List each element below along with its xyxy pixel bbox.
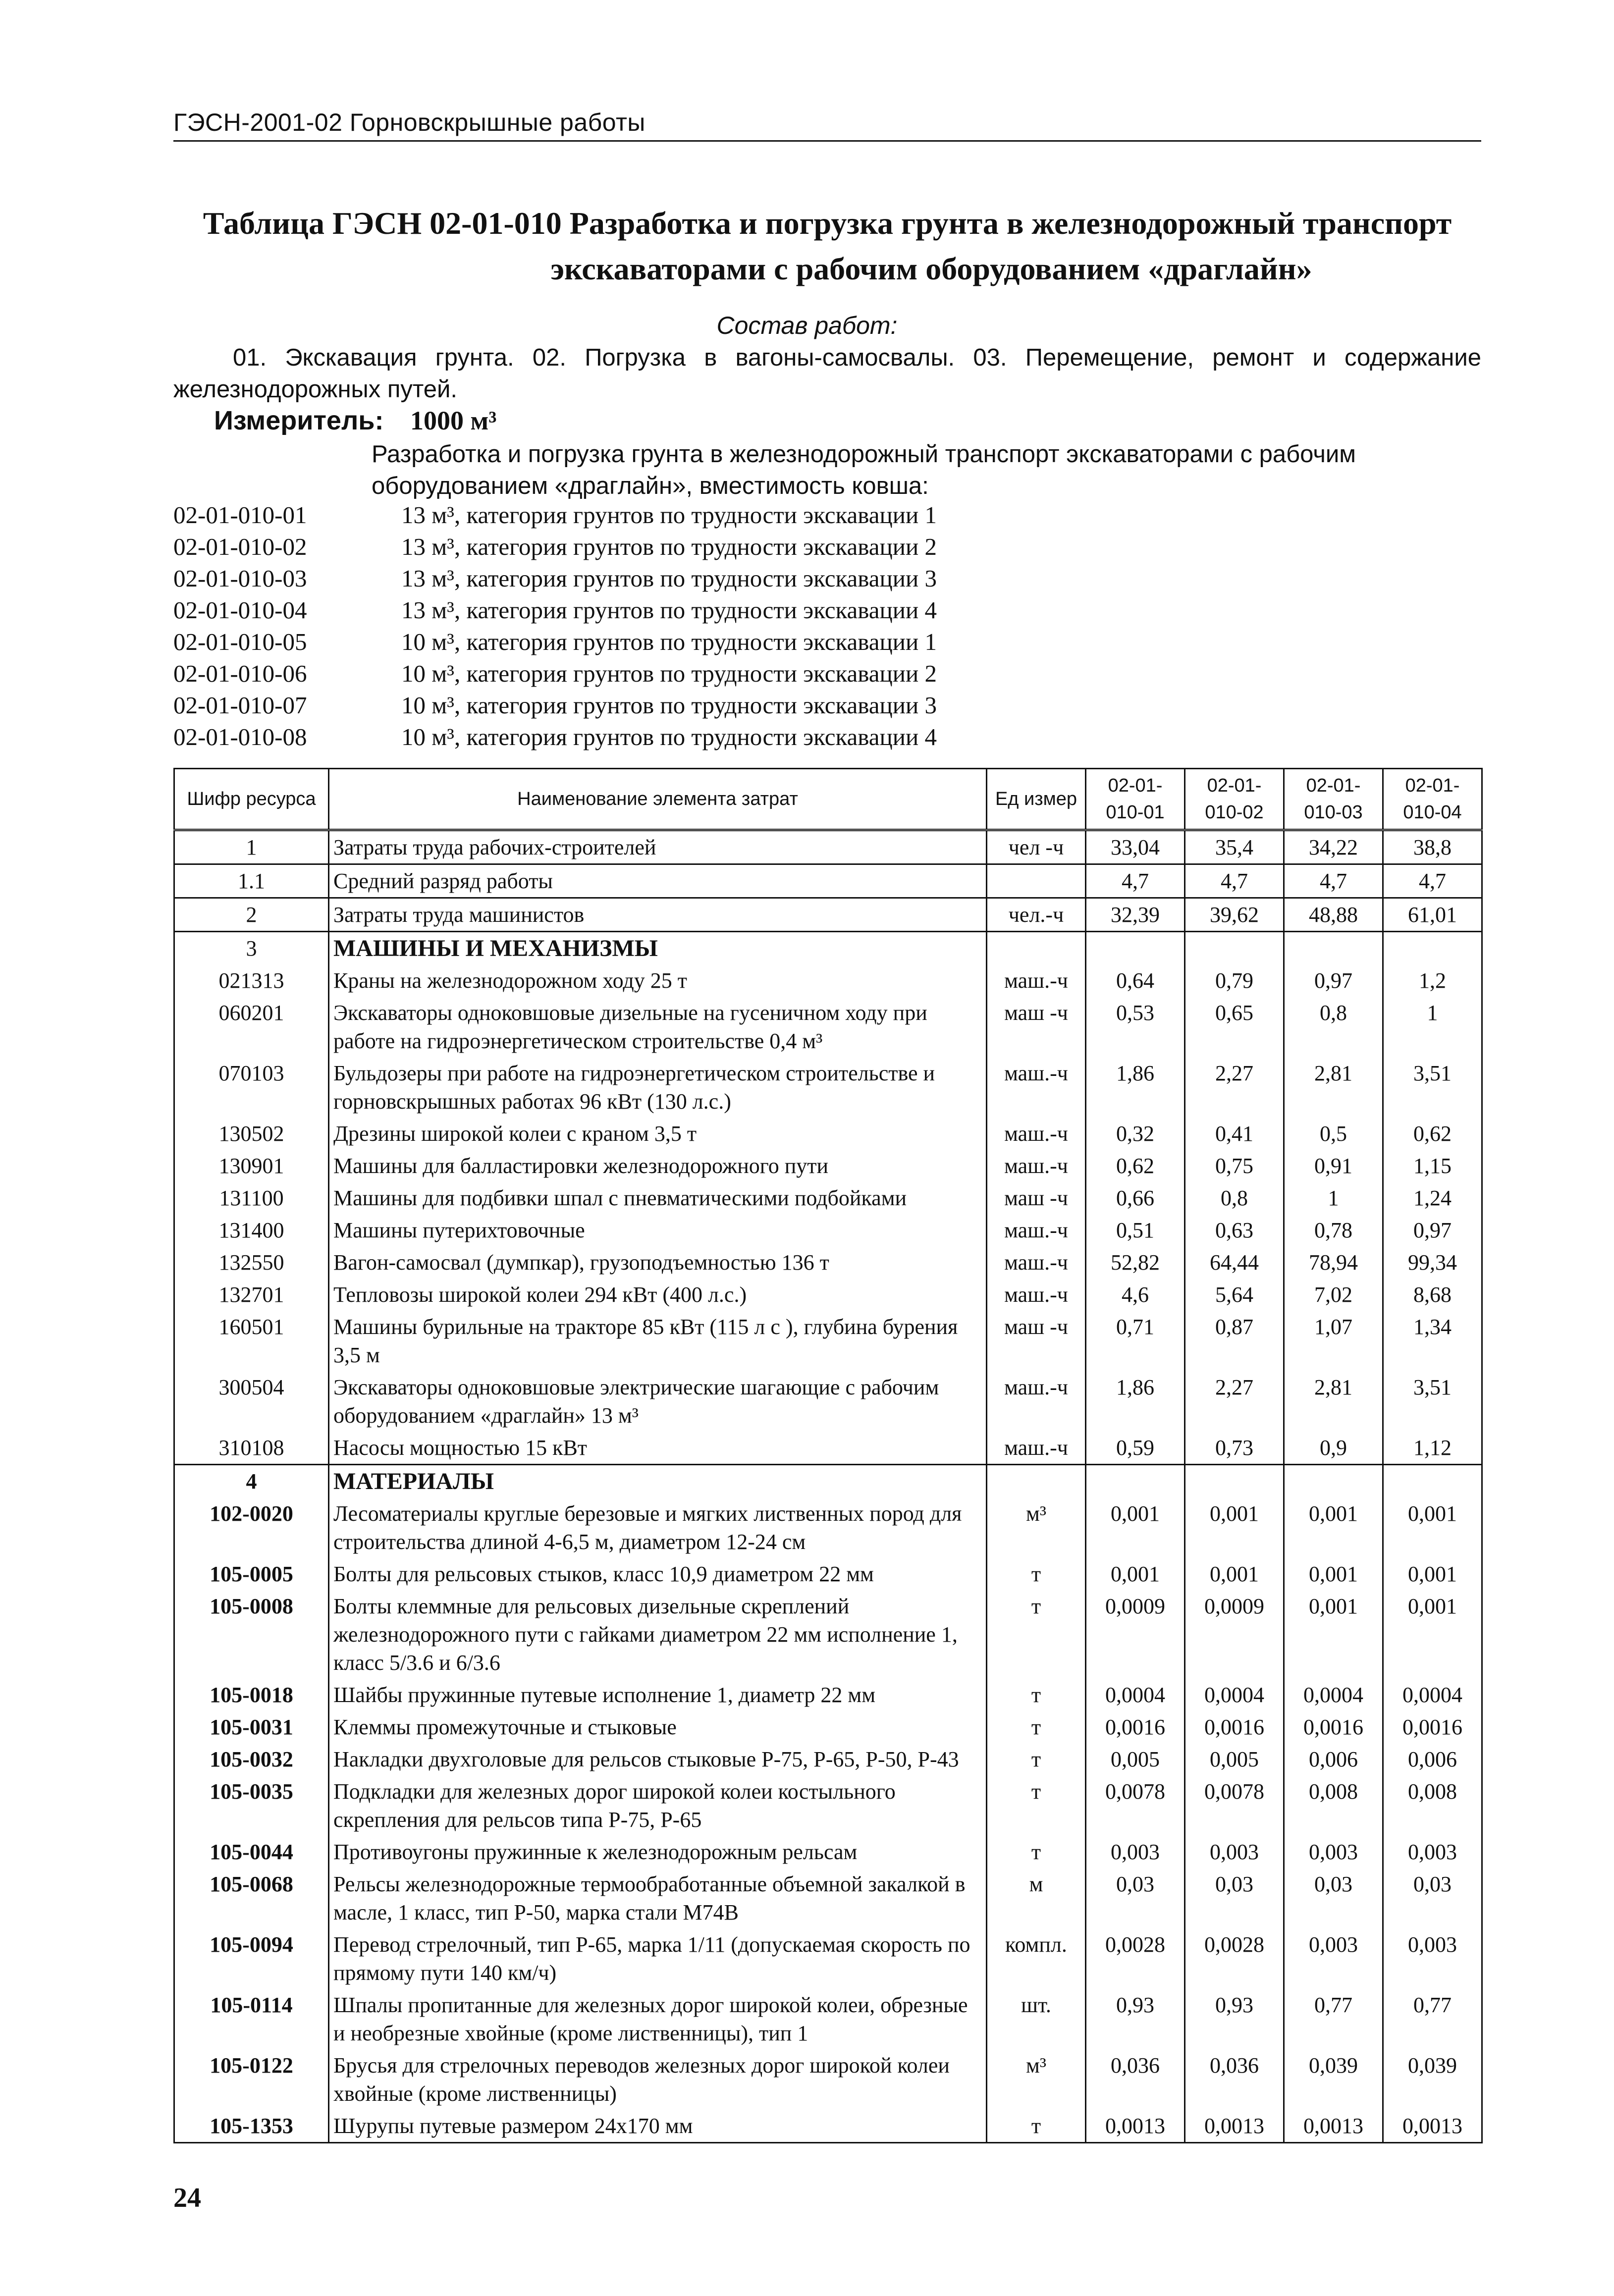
value-col-1: 0,001 — [1086, 1558, 1185, 1590]
value-col-2: 0,001 — [1185, 1558, 1284, 1590]
resource-unit: маш -ч — [987, 1311, 1086, 1371]
value-col-4: 0,0004 — [1383, 1679, 1482, 1711]
resource-unit: шт. — [987, 1989, 1086, 2049]
value-col-3: 0,0016 — [1284, 1711, 1383, 1743]
value-col-3: 0,78 — [1284, 1214, 1383, 1246]
section-row — [174, 1465, 1482, 1498]
header-code: Шифр ресурса — [174, 769, 329, 830]
page-number: 24 — [173, 2183, 201, 2213]
works-text: 01. Экскавация грунта. 02. Погрузка в вагоны-самосвалы. 03. Перемещение, ремонт и содержание железнодорожных путей. — [173, 344, 1481, 403]
value-col-1: 0,03 — [1086, 1868, 1185, 1928]
value-col-1: 0,001 — [1086, 1497, 1185, 1558]
resource-unit: маш.-ч — [987, 1057, 1086, 1118]
table-row — [174, 1150, 1482, 1182]
works-caption: Состав работ: — [716, 312, 898, 339]
value-col-4 — [1383, 932, 1482, 965]
value-col-3 — [1284, 1465, 1383, 1498]
table-row — [174, 2110, 1482, 2143]
value-col-4: 0,001 — [1383, 1497, 1482, 1558]
value-col-2: 0,79 — [1185, 964, 1284, 997]
resource-code: 105-0122 — [174, 2049, 329, 2110]
value-col-4: 0,77 — [1383, 1989, 1482, 2049]
value-col-3: 0,91 — [1284, 1150, 1383, 1182]
table-body — [174, 830, 1482, 2143]
table-row — [174, 830, 1482, 864]
variant-item — [173, 594, 1481, 626]
table-row — [174, 1711, 1482, 1743]
value-col-1: 1,86 — [1086, 1371, 1185, 1432]
variant-code: 02-01-010-08 — [173, 723, 307, 750]
variant-item — [173, 690, 1481, 721]
resource-name: МАШИНЫ И МЕХАНИЗМЫ — [329, 932, 987, 965]
header-name: Наименование элемента затрат — [329, 769, 987, 830]
value-col-4: 3,51 — [1383, 1057, 1482, 1118]
table-row — [174, 2049, 1482, 2110]
resource-code: 105-1353 — [174, 2110, 329, 2143]
resource-code: 070103 — [174, 1057, 329, 1118]
value-col-3: 1 — [1284, 1182, 1383, 1214]
value-col-2: 0,73 — [1185, 1432, 1284, 1465]
resource-code: 132550 — [174, 1246, 329, 1279]
title-line-2: экскаваторами с рабочим оборудованием «драглайн» — [550, 251, 1312, 286]
variant-code: 02-01-010-03 — [173, 565, 307, 592]
variant-code: 02-01-010-07 — [173, 692, 307, 719]
variant-text: 10 м³, категория грунтов по трудности экскавации 3 — [401, 692, 937, 719]
resource-name: Машины для подбивки шпал с пневматическими подбойками — [329, 1182, 987, 1214]
resource-name: Накладки двухголовые для рельсов стыковые Р-75, Р-65, Р-50, Р-43 — [329, 1743, 987, 1775]
variant-code: 02-01-010-05 — [173, 628, 307, 655]
resource-unit: маш.-ч — [987, 1432, 1086, 1465]
value-col-4: 0,001 — [1383, 1590, 1482, 1679]
value-col-1: 0,62 — [1086, 1150, 1185, 1182]
table-row — [174, 1558, 1482, 1590]
value-col-1: 52,82 — [1086, 1246, 1185, 1279]
value-col-4: 0,008 — [1383, 1775, 1482, 1836]
table-row — [174, 1214, 1482, 1246]
resource-name: Тепловозы широкой колеи 294 кВт (400 л.с.) — [329, 1279, 987, 1311]
resource-name: Затраты труда машинистов — [329, 898, 987, 932]
variant-list — [173, 499, 1481, 753]
table-row — [174, 964, 1482, 997]
variant-code: 02-01-010-01 — [173, 501, 307, 529]
resource-unit: маш.-ч — [987, 1246, 1086, 1279]
resource-code: 105-0068 — [174, 1868, 329, 1928]
title-line-1: Таблица ГЭСН 02-01-010 Разработка и погрузка грунта в железнодорожный транспорт — [203, 206, 1452, 241]
value-col-1 — [1086, 1465, 1185, 1498]
resource-unit: м — [987, 1868, 1086, 1928]
resource-unit: маш.-ч — [987, 1371, 1086, 1432]
value-col-2: 0,0009 — [1185, 1590, 1284, 1679]
value-col-4: 1,2 — [1383, 964, 1482, 997]
value-col-1: 32,39 — [1086, 898, 1185, 932]
table-row — [174, 1590, 1482, 1679]
resource-code: 310108 — [174, 1432, 329, 1465]
value-col-1: 0,036 — [1086, 2049, 1185, 2110]
value-col-4: 0,039 — [1383, 2049, 1482, 2110]
value-col-1: 0,64 — [1086, 964, 1185, 997]
value-col-2: 0,75 — [1185, 1150, 1284, 1182]
work-description: Разработка и погрузка грунта в железнодорожный транспорт экскаваторами с рабочим оборудованием «драглайн», вместимость ковша: — [372, 441, 1356, 499]
variant-item — [173, 626, 1481, 658]
table-row — [174, 1432, 1482, 1465]
resource-unit: маш.-ч — [987, 1118, 1086, 1150]
resource-unit: т — [987, 1836, 1086, 1868]
resource-name: Шурупы путевые размером 24х170 мм — [329, 2110, 987, 2143]
resource-name: Затраты труда рабочих-строителей — [329, 830, 987, 864]
table-row — [174, 1182, 1482, 1214]
meter-value: 1000 м³ — [410, 406, 497, 435]
value-col-3 — [1284, 932, 1383, 965]
resource-unit: чел.-ч — [987, 898, 1086, 932]
header-col-2: 02-01-010-02 — [1185, 769, 1284, 830]
table-row — [174, 1057, 1482, 1118]
resource-name: Шпалы пропитанные для железных дорог широкой колеи, обрезные и необрезные хвойные (кроме лиственницы), тип 1 — [329, 1989, 987, 2049]
value-col-1: 0,003 — [1086, 1836, 1185, 1868]
value-col-3: 0,8 — [1284, 997, 1383, 1057]
value-col-2: 0,036 — [1185, 2049, 1284, 2110]
value-col-1: 0,53 — [1086, 997, 1185, 1057]
value-col-2: 0,003 — [1185, 1836, 1284, 1868]
value-col-1: 0,0004 — [1086, 1679, 1185, 1711]
table-header-row — [174, 769, 1482, 830]
resource-unit: компл. — [987, 1928, 1086, 1989]
value-col-4: 0,97 — [1383, 1214, 1482, 1246]
variant-item — [173, 658, 1481, 690]
resource-unit: м³ — [987, 2049, 1086, 2110]
resource-name: Лесоматериалы круглые березовые и мягких лиственных пород для строительства длиной 4-6,5 м, диаметром 12-24 см — [329, 1497, 987, 1558]
value-col-4: 3,51 — [1383, 1371, 1482, 1432]
value-col-3: 0,0004 — [1284, 1679, 1383, 1711]
resource-code: 1.1 — [174, 864, 329, 898]
value-col-1: 0,0016 — [1086, 1711, 1185, 1743]
value-col-3: 0,5 — [1284, 1118, 1383, 1150]
resource-name: Вагон-самосвал (думпкар), грузоподъемностью 136 т — [329, 1246, 987, 1279]
table-title — [173, 201, 1481, 292]
table-row — [174, 1743, 1482, 1775]
variant-item — [173, 563, 1481, 594]
resource-code: 130502 — [174, 1118, 329, 1150]
value-col-2: 0,0078 — [1185, 1775, 1284, 1836]
value-col-3: 0,006 — [1284, 1743, 1383, 1775]
value-col-2: 0,0028 — [1185, 1928, 1284, 1989]
value-col-4 — [1383, 1465, 1482, 1498]
resource-name: Краны на железнодорожном ходу 25 т — [329, 964, 987, 997]
resource-code: 060201 — [174, 997, 329, 1057]
value-col-3: 0,0013 — [1284, 2110, 1383, 2143]
table-row — [174, 1279, 1482, 1311]
variant-code: 02-01-010-04 — [173, 596, 307, 624]
value-col-4: 1,15 — [1383, 1150, 1482, 1182]
value-col-1: 0,0009 — [1086, 1590, 1185, 1679]
value-col-2: 0,41 — [1185, 1118, 1284, 1150]
resource-name: Бульдозеры при работе на гидроэнергетическом строительстве и горновскрышных работах 96 кВт (130 л.с.) — [329, 1057, 987, 1118]
table-row — [174, 1836, 1482, 1868]
value-col-3: 0,003 — [1284, 1836, 1383, 1868]
value-col-4: 1,12 — [1383, 1432, 1482, 1465]
value-col-1: 0,59 — [1086, 1432, 1185, 1465]
resource-code: 2 — [174, 898, 329, 932]
resource-unit: м³ — [987, 1497, 1086, 1558]
value-col-4: 0,001 — [1383, 1558, 1482, 1590]
resource-code: 105-0044 — [174, 1836, 329, 1868]
variant-text: 13 м³, категория грунтов по трудности экскавации 4 — [401, 596, 937, 624]
value-col-2: 0,001 — [1185, 1497, 1284, 1558]
value-col-2: 2,27 — [1185, 1057, 1284, 1118]
value-col-1 — [1086, 932, 1185, 965]
variant-code: 02-01-010-06 — [173, 660, 307, 687]
resource-name: Машины для балластировки железнодорожного пути — [329, 1150, 987, 1182]
value-col-3: 2,81 — [1284, 1057, 1383, 1118]
value-col-3: 1,07 — [1284, 1311, 1383, 1371]
resource-code: 105-0018 — [174, 1679, 329, 1711]
variant-text: 13 м³, категория грунтов по трудности экскавации 3 — [401, 565, 937, 592]
table-row — [174, 1928, 1482, 1989]
resource-unit: маш.-ч — [987, 1214, 1086, 1246]
value-col-2: 64,44 — [1185, 1246, 1284, 1279]
table-row — [174, 997, 1482, 1057]
value-col-3: 34,22 — [1284, 830, 1383, 864]
header-rule — [173, 140, 1481, 142]
resource-unit: маш.-ч — [987, 1150, 1086, 1182]
value-col-1: 0,005 — [1086, 1743, 1185, 1775]
value-col-2: 0,03 — [1185, 1868, 1284, 1928]
value-col-4: 0,0016 — [1383, 1711, 1482, 1743]
variant-text: 10 м³, категория грунтов по трудности экскавации 2 — [401, 660, 937, 687]
resource-name: Подкладки для железных дорог широкой колеи костыльного скрепления для рельсов типа Р-75, Р-65 — [329, 1775, 987, 1836]
resource-name: Экскаваторы одноковшовые электрические шагающие с рабочим оборудованием «драглайн» 13 м³ — [329, 1371, 987, 1432]
resource-unit — [987, 864, 1086, 898]
value-col-4: 1 — [1383, 997, 1482, 1057]
value-col-3: 0,039 — [1284, 2049, 1383, 2110]
variant-text: 13 м³, категория грунтов по трудности экскавации 1 — [401, 501, 937, 529]
resource-code: 105-0094 — [174, 1928, 329, 1989]
resource-name: Брусья для стрелочных переводов железных дорог широкой колеи хвойные (кроме лиственницы) — [329, 2049, 987, 2110]
value-col-3: 0,001 — [1284, 1558, 1383, 1590]
resource-code: 105-0114 — [174, 1989, 329, 2049]
value-col-2 — [1185, 932, 1284, 965]
value-col-1: 0,0028 — [1086, 1928, 1185, 1989]
resource-unit — [987, 932, 1086, 965]
resource-name: Насосы мощностью 15 кВт — [329, 1432, 987, 1465]
table-row — [174, 1246, 1482, 1279]
value-col-3: 78,94 — [1284, 1246, 1383, 1279]
value-col-4: 1,34 — [1383, 1311, 1482, 1371]
resource-name: Дрезины широкой колеи с краном 3,5 т — [329, 1118, 987, 1150]
table-row — [174, 1371, 1482, 1432]
resource-name: Клеммы промежуточные и стыковые — [329, 1711, 987, 1743]
resource-code: 300504 — [174, 1371, 329, 1432]
value-col-2: 5,64 — [1185, 1279, 1284, 1311]
resource-code: 105-0035 — [174, 1775, 329, 1836]
variant-text: 10 м³, категория грунтов по трудности экскавации 1 — [401, 628, 937, 655]
table-row — [174, 1118, 1482, 1150]
variant-item — [173, 499, 1481, 531]
resource-code: 105-0032 — [174, 1743, 329, 1775]
value-col-2: 4,7 — [1185, 864, 1284, 898]
resource-code: 132701 — [174, 1279, 329, 1311]
resource-code: 105-0008 — [174, 1590, 329, 1679]
value-col-3: 2,81 — [1284, 1371, 1383, 1432]
value-col-1: 0,66 — [1086, 1182, 1185, 1214]
value-col-3: 4,7 — [1284, 864, 1383, 898]
table-row — [174, 1868, 1482, 1928]
value-col-2: 0,65 — [1185, 997, 1284, 1057]
meter — [214, 405, 496, 436]
value-col-2: 0,005 — [1185, 1743, 1284, 1775]
resource-code: 3 — [174, 932, 329, 965]
table-row — [174, 1679, 1482, 1711]
value-col-4: 1,24 — [1383, 1182, 1482, 1214]
resource-unit: маш -ч — [987, 1182, 1086, 1214]
resource-name: Противоугоны пружинные к железнодорожным рельсам — [329, 1836, 987, 1868]
value-col-2 — [1185, 1465, 1284, 1498]
meter-label: Измеритель: — [214, 406, 384, 435]
resource-name: Экскаваторы одноковшовые дизельные на гусеничном ходу при работе на гидроэнергетическом строительстве 0,4 м³ — [329, 997, 987, 1057]
table-row — [174, 1989, 1482, 2049]
header-col-4: 02-01-010-04 — [1383, 769, 1482, 830]
value-col-2: 2,27 — [1185, 1371, 1284, 1432]
value-col-4: 4,7 — [1383, 864, 1482, 898]
value-col-1: 4,6 — [1086, 1279, 1185, 1311]
resource-code: 102-0020 — [174, 1497, 329, 1558]
resource-code: 021313 — [174, 964, 329, 997]
value-col-1: 1,86 — [1086, 1057, 1185, 1118]
running-head: ГЭСН-2001-02 Горновскрышные работы — [173, 108, 646, 136]
resource-name: Болты для рельсовых стыков, класс 10,9 диаметром 22 мм — [329, 1558, 987, 1590]
value-col-1: 0,51 — [1086, 1214, 1185, 1246]
value-col-4: 61,01 — [1383, 898, 1482, 932]
resource-unit: т — [987, 1679, 1086, 1711]
value-col-2: 0,0004 — [1185, 1679, 1284, 1711]
value-col-1: 0,0013 — [1086, 2110, 1185, 2143]
value-col-1: 0,93 — [1086, 1989, 1185, 2049]
resource-unit: т — [987, 1590, 1086, 1679]
value-col-1: 0,71 — [1086, 1311, 1185, 1371]
header-col-3: 02-01-010-03 — [1284, 769, 1383, 830]
value-col-2: 39,62 — [1185, 898, 1284, 932]
resource-name: Рельсы железнодорожные термообработанные объемной закалкой в масле, 1 класс, тип Р-50, марка стали М74В — [329, 1868, 987, 1928]
value-col-4: 8,68 — [1383, 1279, 1482, 1311]
resource-name: Перевод стрелочный, тип Р-65, марка 1/11 (допускаемая скорость по прямому пути 140 км/ч) — [329, 1928, 987, 1989]
table-row — [174, 1775, 1482, 1836]
value-col-2: 0,0013 — [1185, 2110, 1284, 2143]
resource-code: 1 — [174, 830, 329, 864]
header-unit: Ед измер — [987, 769, 1086, 830]
variant-text: 13 м³, категория грунтов по трудности экскавации 2 — [401, 533, 937, 560]
value-col-2: 35,4 — [1185, 830, 1284, 864]
value-col-4: 0,0013 — [1383, 2110, 1482, 2143]
value-col-2: 0,93 — [1185, 1989, 1284, 2049]
resource-code: 160501 — [174, 1311, 329, 1371]
resource-unit: т — [987, 1775, 1086, 1836]
value-col-3: 0,003 — [1284, 1928, 1383, 1989]
resource-unit: т — [987, 2110, 1086, 2143]
value-col-4: 0,03 — [1383, 1868, 1482, 1928]
variant-code: 02-01-010-02 — [173, 533, 307, 560]
value-col-4: 0,003 — [1383, 1836, 1482, 1868]
value-col-3: 0,03 — [1284, 1868, 1383, 1928]
resource-code: 131100 — [174, 1182, 329, 1214]
resource-code: 131400 — [174, 1214, 329, 1246]
value-col-4: 99,34 — [1383, 1246, 1482, 1279]
resource-name: Средний разряд работы — [329, 864, 987, 898]
resource-code: 105-0031 — [174, 1711, 329, 1743]
value-col-2: 0,0016 — [1185, 1711, 1284, 1743]
value-col-3: 0,77 — [1284, 1989, 1383, 2049]
value-col-3: 0,008 — [1284, 1775, 1383, 1836]
value-col-3: 0,001 — [1284, 1497, 1383, 1558]
section-row — [174, 932, 1482, 965]
value-col-4: 0,62 — [1383, 1118, 1482, 1150]
value-col-2: 0,87 — [1185, 1311, 1284, 1371]
table-row — [174, 898, 1482, 932]
resource-code: 130901 — [174, 1150, 329, 1182]
resource-unit: маш.-ч — [987, 1279, 1086, 1311]
resource-name: Машины путерихтовочные — [329, 1214, 987, 1246]
value-col-2: 0,8 — [1185, 1182, 1284, 1214]
value-col-3: 0,9 — [1284, 1432, 1383, 1465]
value-col-4: 38,8 — [1383, 830, 1482, 864]
resource-name: Шайбы пружинные путевые исполнение 1, диаметр 22 мм — [329, 1679, 987, 1711]
value-col-3: 48,88 — [1284, 898, 1383, 932]
value-col-3: 0,001 — [1284, 1590, 1383, 1679]
resource-name: Болты клеммные для рельсовых дизельные скреплений железнодорожного пути с гайками диаметром 22 мм исполнение 1, класс 5/3.6 и 6/3.6 — [329, 1590, 987, 1679]
resource-unit: т — [987, 1558, 1086, 1590]
value-col-1: 33,04 — [1086, 830, 1185, 864]
value-col-1: 0,32 — [1086, 1118, 1185, 1150]
resource-name: Машины бурильные на тракторе 85 кВт (115 л с ), глубина бурения 3,5 м — [329, 1311, 987, 1371]
resource-unit: т — [987, 1743, 1086, 1775]
variant-text: 10 м³, категория грунтов по трудности экскавации 4 — [401, 723, 937, 750]
resource-unit: чел -ч — [987, 830, 1086, 864]
value-col-1: 4,7 — [1086, 864, 1185, 898]
value-col-3: 0,97 — [1284, 964, 1383, 997]
table-row — [174, 1311, 1482, 1371]
variant-item — [173, 721, 1481, 753]
table-row — [174, 1497, 1482, 1558]
value-col-4: 0,003 — [1383, 1928, 1482, 1989]
value-col-2: 0,63 — [1185, 1214, 1284, 1246]
value-col-1: 0,0078 — [1086, 1775, 1185, 1836]
table-row — [174, 864, 1482, 898]
value-col-4: 0,006 — [1383, 1743, 1482, 1775]
header-col-1: 02-01-010-01 — [1086, 769, 1185, 830]
resource-unit: маш.-ч — [987, 964, 1086, 997]
variant-item — [173, 531, 1481, 563]
resource-unit — [987, 1465, 1086, 1498]
resource-table — [173, 768, 1483, 2143]
resource-code: 4 — [174, 1465, 329, 1498]
resource-unit: т — [987, 1711, 1086, 1743]
resource-unit: маш -ч — [987, 997, 1086, 1057]
value-col-3: 7,02 — [1284, 1279, 1383, 1311]
resource-name: МАТЕРИАЛЫ — [329, 1465, 987, 1498]
resource-code: 105-0005 — [174, 1558, 329, 1590]
